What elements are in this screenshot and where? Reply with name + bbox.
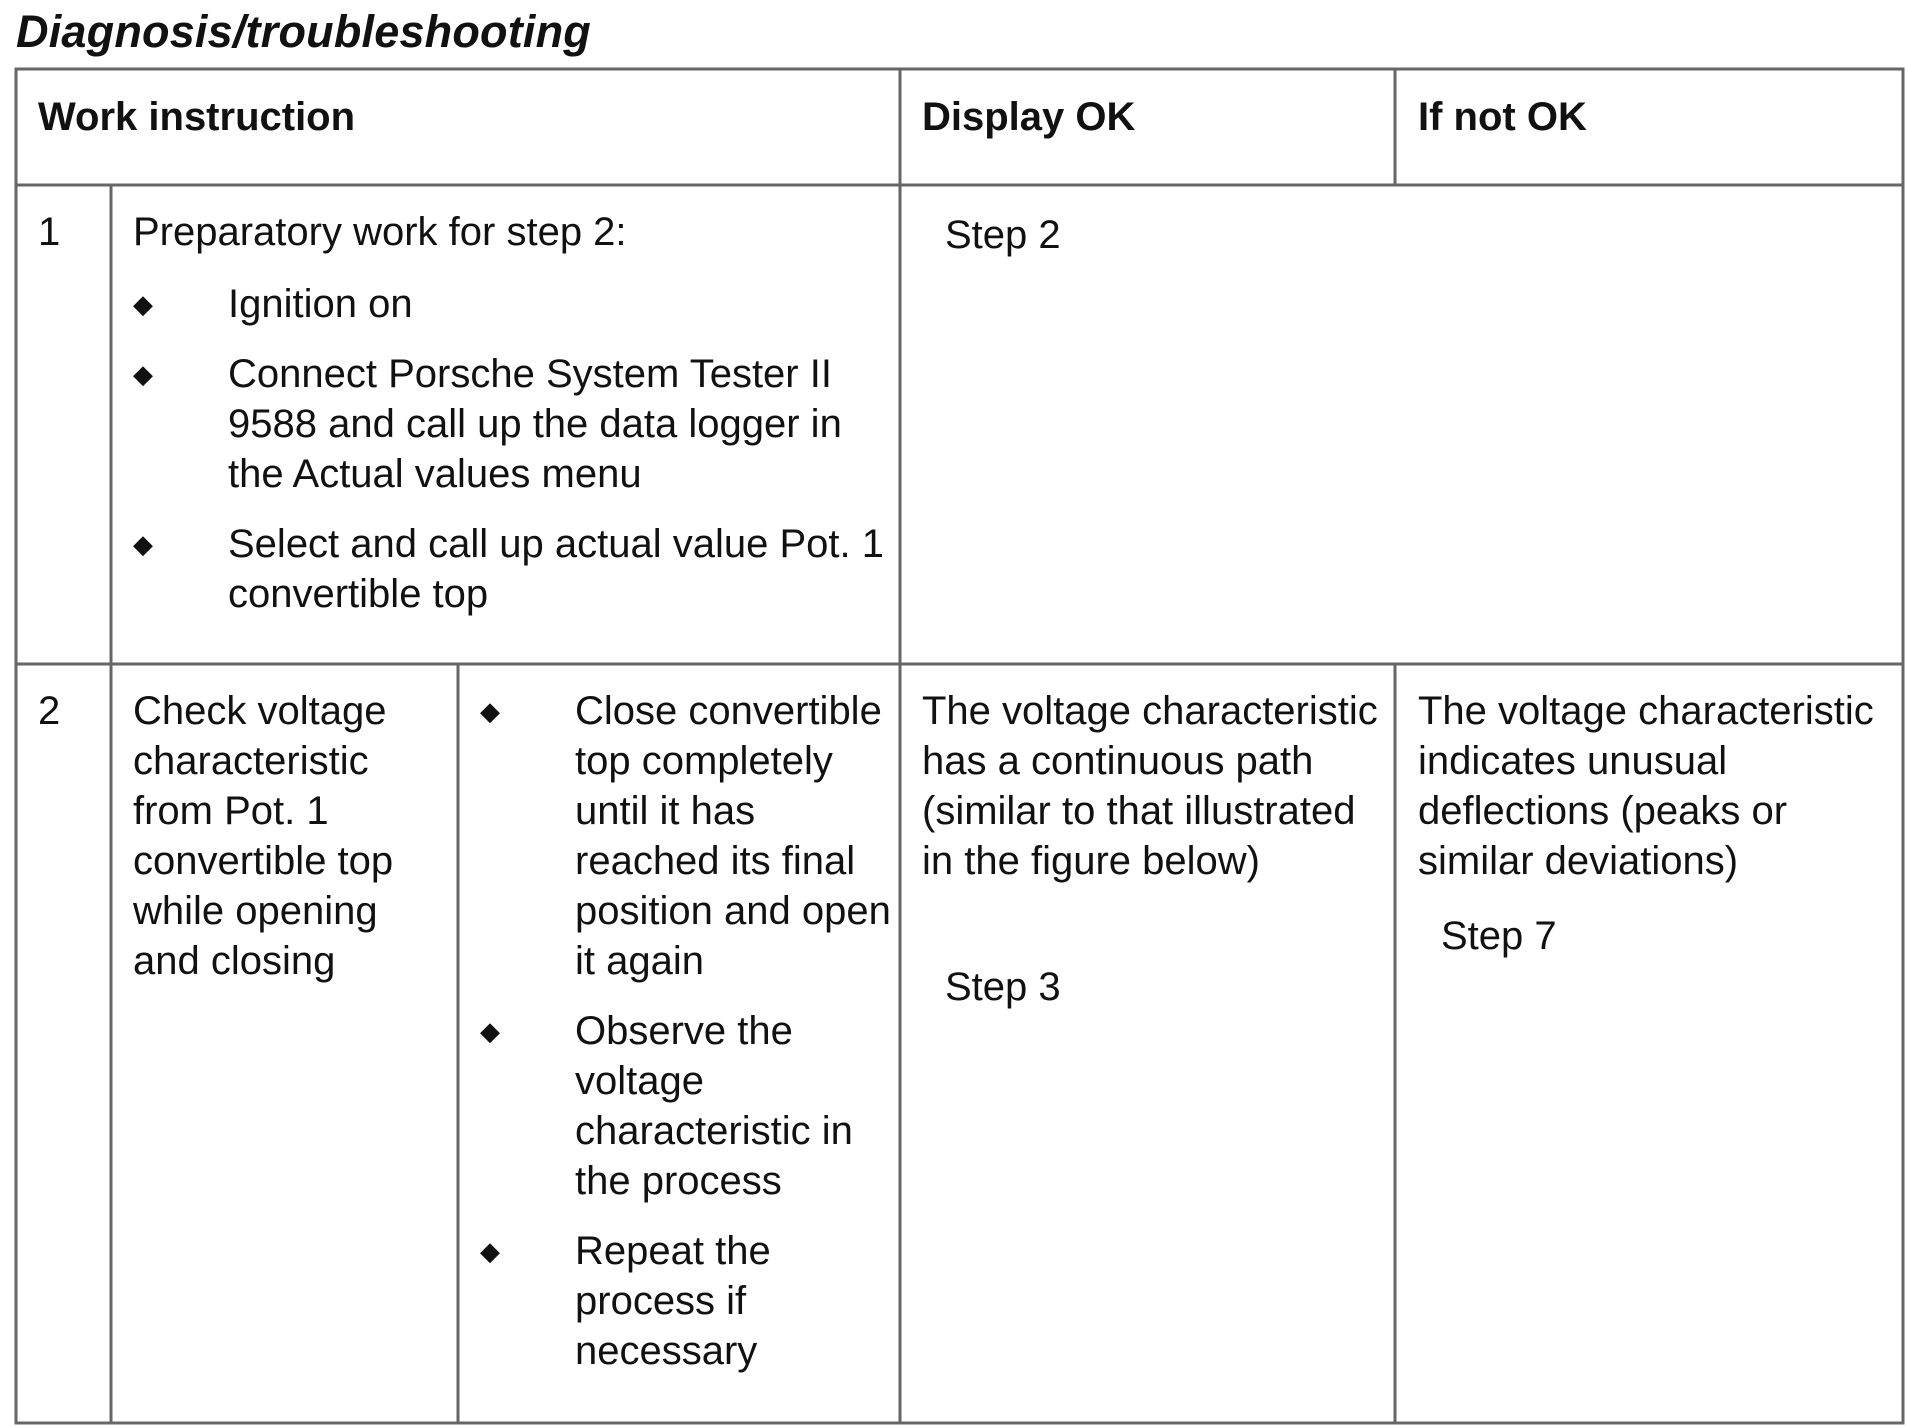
diamond-bullet-icon: ◆ — [480, 1236, 500, 1266]
list-item — [133, 279, 903, 329]
row-2-if-not-ok-step: Step 7 — [1441, 914, 1557, 958]
row-2-display-ok-step: Step 3 — [945, 965, 1061, 1009]
header-work-instruction: Work instruction — [38, 95, 356, 139]
row-2-display-ok-text: The voltage characteristic has a continuous path (similar to that illustrated in the figure below) — [922, 689, 1378, 883]
row-1-bullet-list — [133, 279, 903, 639]
diamond-bullet-icon: ◆ — [133, 529, 153, 559]
list-item — [480, 686, 900, 986]
diamond-bullet-icon: ◆ — [480, 1016, 500, 1046]
bullet-text: Close convertible top completely until it has reached its final position and open it again — [575, 689, 891, 983]
list-item — [133, 349, 903, 499]
row-1-number: 1 — [38, 210, 61, 254]
row-2-instruction: Check voltage characteristic from Pot. 1 convertible top while opening and closing — [133, 689, 394, 983]
bullet-text: Repeat the process if necessary — [575, 1229, 771, 1373]
list-item — [133, 519, 903, 619]
list-item — [480, 1226, 900, 1376]
diamond-bullet-icon: ◆ — [133, 359, 153, 389]
header-if-not-ok: If not OK — [1418, 95, 1587, 139]
page-title: Diagnosis/troubleshooting — [16, 6, 591, 57]
header-display-ok: Display OK — [922, 95, 1136, 139]
row-2-if-not-ok-text: The voltage characteristic indicates unusual deflections (peaks or similar deviations) — [1418, 689, 1874, 883]
bullet-text: Ignition on — [228, 282, 413, 326]
bullet-text: Connect Porsche System Tester II 9588 and call up the data logger in the Actual values menu — [228, 352, 842, 496]
row-1-instruction: Preparatory work for step 2: — [133, 210, 627, 254]
row-2-bullet-list — [480, 686, 900, 1396]
row-2-number: 2 — [38, 689, 61, 733]
row-1-display-ok-step: Step 2 — [945, 213, 1061, 257]
diamond-bullet-icon: ◆ — [133, 289, 153, 319]
bullet-text: Select and call up actual value Pot. 1 convertible top — [228, 522, 884, 616]
list-item — [480, 1006, 900, 1206]
bullet-text: Observe the voltage characteristic in the process — [575, 1009, 853, 1203]
diamond-bullet-icon: ◆ — [480, 696, 500, 726]
